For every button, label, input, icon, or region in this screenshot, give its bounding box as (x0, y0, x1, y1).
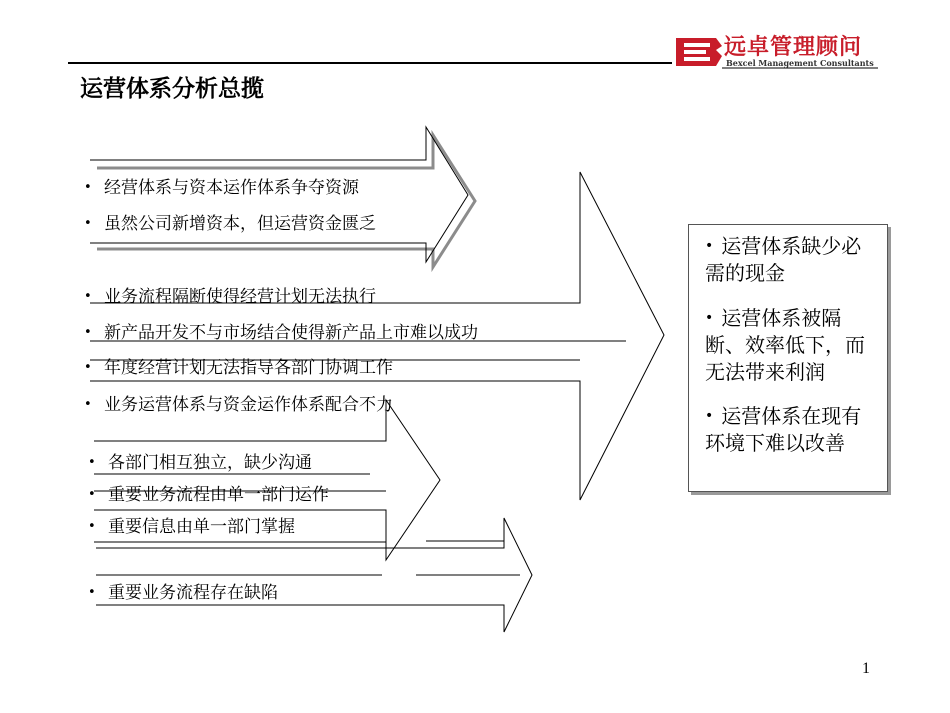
logo-name-en: Bexcel Management Consultants (726, 58, 874, 68)
middle-item-1: • 业务流程隔断使得经营计划无法执行 (84, 287, 376, 307)
top-arrow-shadow (97, 135, 475, 267)
lower-item-2: • 重要业务流程由单一部门运作 (88, 485, 329, 505)
top-item-2: • 虽然公司新增资本，但运营资金匮乏 (84, 214, 376, 234)
top-item-2-text: 虽然公司新增资本，但运营资金匮乏 (104, 214, 376, 234)
middle-item-3-text: 年度经营计划无法指导各部门协调工作 (104, 358, 393, 378)
middle-item-4-text: 业务运营体系与资金运作体系配合不力 (104, 395, 393, 415)
page-number: 1 (862, 660, 870, 677)
lower-item-1-text: 各部门相互独立，缺少沟通 (108, 453, 312, 473)
middle-item-2-text: 新产品开发不与市场结合使得新产品上市难以成功 (104, 323, 478, 343)
summary-item-2-text: 运营体系被隔断、效率低下，而无法带来利润 (705, 306, 865, 384)
summary-item-3-text: 运营体系在现有环境下难以改善 (705, 404, 862, 455)
middle-item-4: • 业务运营体系与资金运作体系配合不力 (84, 395, 393, 415)
page-title: 运营体系分析总揽 (80, 76, 264, 102)
logo-name-cn: 远卓管理顾问 (724, 35, 863, 60)
summary-item-2: • 运营体系被隔断、效率低下，而无法带来利润 (705, 306, 865, 384)
lower-item-4-text: 重要业务流程存在缺陷 (108, 583, 278, 603)
middle-item-2: • 新产品开发不与市场结合使得新产品上市难以成功 (84, 323, 478, 343)
lower-item-2-text: 重要业务流程由单一部门运作 (108, 485, 329, 505)
top-item-1: • 经营体系与资本运作体系争夺资源 (84, 178, 359, 198)
middle-item-3: • 年度经营计划无法指导各部门协调工作 (84, 358, 393, 378)
top-item-1-text: 经营体系与资本运作体系争夺资源 (104, 178, 359, 198)
lower-item-4: • 重要业务流程存在缺陷 (88, 583, 278, 603)
summary-item-1-text: 运营体系缺少必需的现金 (705, 234, 862, 285)
summary-item-1: • 运营体系缺少必需的现金 (705, 234, 862, 285)
lower-item-3-text: 重要信息由单一部门掌握 (108, 517, 295, 537)
lower-item-1: • 各部门相互独立，缺少沟通 (88, 453, 312, 473)
summary-box (688, 224, 888, 492)
summary-item-3: • 运营体系在现有环境下难以改善 (705, 404, 862, 455)
middle-item-1-text: 业务流程隔断使得经营计划无法执行 (104, 287, 376, 307)
logo-mark-icon (676, 38, 722, 66)
lower-item-3: • 重要信息由单一部门掌握 (88, 517, 295, 537)
